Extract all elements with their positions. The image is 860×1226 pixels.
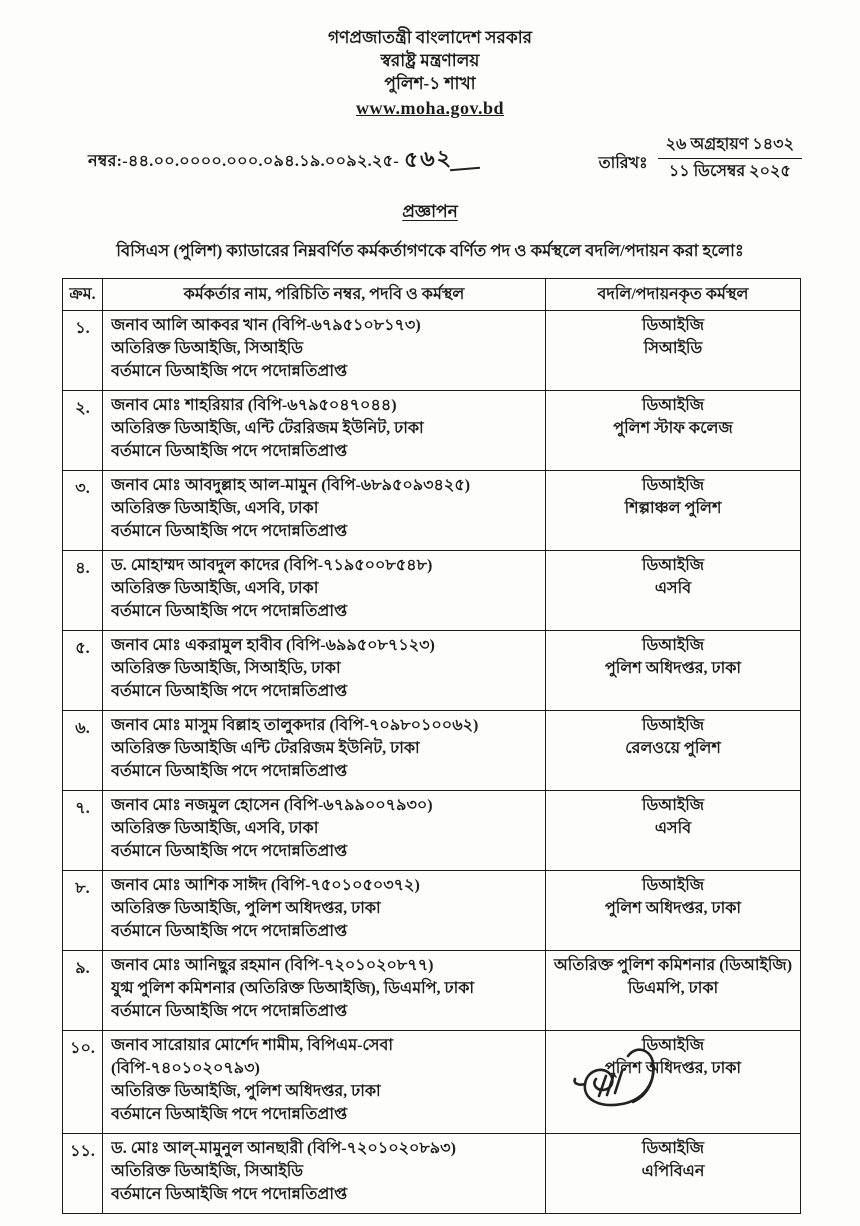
detail-line: জনাব মোঃ আশিক সাঈদ (বিপি-৭৫০১০৫০৩৭২) [111, 877, 420, 894]
posting-cell [546, 711, 801, 791]
detail-line: বর্তমানে ডিআইজি পদে পদোন্নতিপ্রাপ্ত [111, 1106, 348, 1123]
details-cell [103, 711, 546, 791]
posting-line: ডিআইজি [641, 1140, 705, 1157]
detail-line: ড. মোহাম্মদ আবদুল কাদের (বিপি-৭১৯৫০০৮৫৪৮) [111, 557, 433, 574]
posting-cell [546, 871, 801, 951]
detail-line: বর্তমানে ডিআইজি পদে পদোন্নতিপ্রাপ্ত [111, 763, 348, 780]
posting-line: ডিআইজি [641, 797, 705, 814]
header-posting: বদলি/পদায়নকৃত কর্মস্থল [546, 279, 801, 311]
posting-line: রেলওয়ে পুলিশ [625, 740, 721, 757]
intro-text: বিসিএস (পুলিশ) ক্যাডারের নিম্নবর্ণিত কর্মকর্তাগণকে বর্ণিত পদ ও কর্মস্থলে বদলি/পদায়ন করা হলোঃ [116, 241, 744, 260]
details-cell [103, 551, 546, 631]
detail-line: অতিরিক্ত ডিআইজি, সিআইডি [111, 340, 304, 357]
letterhead [0, 0, 860, 120]
details-cell [103, 1134, 546, 1214]
posting-line: অতিরিক্ত পুলিশ কমিশনার (ডিআইজি) [553, 957, 793, 974]
posting-line: ডিআইজি [641, 717, 705, 734]
detail-line: বর্তমানে ডিআইজি পদে পদোন্নতিপ্রাপ্ত [111, 843, 348, 860]
detail-line: অতিরিক্ত ডিআইজি, এসবি, ঢাকা [111, 820, 319, 837]
detail-line: অতিরিক্ত ডিআইজি এন্টি টেররিজম ইউনিট, ঢাকা [111, 740, 420, 757]
detail-line: অতিরিক্ত ডিআইজি, এসবি, ঢাকা [111, 580, 319, 597]
detail-line: অতিরিক্ত ডিআইজি, সিআইডি, ঢাকা [111, 660, 341, 677]
handwritten-underline [450, 167, 480, 172]
detail-line: বর্তমানে ডিআইজি পদে পদোন্নতিপ্রাপ্ত [111, 1003, 348, 1020]
table-row [63, 391, 801, 471]
detail-line: অতিরিক্ত ডিআইজি, পুলিশ অধিদপ্তর, ঢাকা [111, 900, 381, 917]
posting-line: ডিএমপি, ঢাকা [627, 980, 719, 997]
detail-line: জনাব সারোয়ার মোর্শেদ শামীম, বিপিএম-সেবা [111, 1037, 394, 1054]
details-cell [103, 631, 546, 711]
posting-line: ডিআইজি [641, 397, 705, 414]
date-stack [658, 134, 802, 183]
details-cell [103, 951, 546, 1031]
table-body [63, 311, 801, 1214]
detail-line: অতিরিক্ত ডিআইজি, এন্টি টেররিজম ইউনিট, ঢাকা [111, 420, 424, 437]
posting-line: এসবি [654, 580, 692, 597]
detail-line: অতিরিক্ত ডিআইজি, সিআইডি [111, 1163, 304, 1180]
detail-line: অতিরিক্ত ডিআইজি, পুলিশ অধিদপ্তর, ঢাকা [111, 1083, 381, 1100]
signature-scribble [556, 1042, 676, 1122]
memo-number-handwritten: ৫৬২ [403, 144, 454, 173]
serial-cell: ১. [63, 311, 103, 391]
table-row [63, 951, 801, 1031]
details-cell [103, 871, 546, 951]
posting-line: ডিআইজি [641, 877, 705, 894]
memo-line [88, 134, 802, 183]
notification-title: প্রজ্ঞাপন [402, 202, 458, 221]
serial-cell: ২. [63, 391, 103, 471]
posting-cell [546, 951, 801, 1031]
posting-cell [546, 471, 801, 551]
posting-cell [546, 791, 801, 871]
detail-line: (বিপি-৭৪০১০২০৭৯৩) [111, 1060, 260, 1077]
table-row [63, 711, 801, 791]
posting-line: এপিবিএন [641, 1163, 705, 1180]
posting-cell [546, 311, 801, 391]
posting-cell [546, 391, 801, 471]
posting-line: পুলিশ অধিদপ্তর, ঢাকা [604, 660, 742, 677]
detail-line: জনাব মোঃ আবদুল্লাহ আল-মামুন (বিপি-৬৮৯৫০৯৩৪২৫) [111, 477, 471, 494]
details-cell [103, 1031, 546, 1134]
serial-cell: ১০. [63, 1031, 103, 1134]
detail-line: অতিরিক্ত ডিআইজি, এসবি, ঢাকা [111, 500, 319, 517]
table-row [63, 1031, 801, 1134]
table-row [63, 551, 801, 631]
detail-line: বর্তমানে ডিআইজি পদে পদোন্নতিপ্রাপ্ত [111, 443, 348, 460]
date-label: তারিখঃ [598, 155, 648, 172]
memo-number-label: নম্বর:- [88, 153, 128, 170]
detail-line: জনাব মোঃ একরামুল হাবীব (বিপি-৬৯৯৫০৮৭১২৩) [111, 637, 435, 654]
posting-cell [546, 1134, 801, 1214]
serial-cell: ৫. [63, 631, 103, 711]
ministry-name: স্বরাষ্ট্র মন্ত্রণালয় [380, 51, 480, 70]
posting-line: ডিআইজি [641, 1037, 705, 1054]
serial-cell: ৯. [63, 951, 103, 1031]
serial-cell: ১১. [63, 1134, 103, 1214]
detail-line: ড. মোঃ আল্-মামুনুল আনছারী (বিপি-৭২০১০২০৮৯৩) [111, 1140, 456, 1157]
detail-line: যুগ্ম পুলিশ কমিশনার (অতিরিক্ত ডিআইজি), ডিএমপি, ঢাকা [111, 980, 475, 997]
serial-cell: ৬. [63, 711, 103, 791]
posting-line: ডিআইজি [641, 317, 705, 334]
detail-line: জনাব আলি আকবর খান (বিপি-৬৭৯৫১০৮১৭৩) [111, 317, 421, 334]
posting-line: পুলিশ অধিদপ্তর, ঢাকা [604, 900, 742, 917]
serial-cell: ৭. [63, 791, 103, 871]
table-row [63, 1134, 801, 1214]
detail-line: জনাব মোঃ নজমুল হোসেন (বিপি-৬৭৯৯০০৭৯৩০) [111, 797, 433, 814]
website-url: www.moha.gov.bd [355, 98, 505, 118]
details-cell [103, 391, 546, 471]
posting-line: ডিআইজি [641, 557, 705, 574]
serial-cell: ৮. [63, 871, 103, 951]
detail-line: জনাব মোঃ মাসুম বিল্লাহ তালুকদার (বিপি-৭০৯৮০১০০৬২) [111, 717, 479, 734]
detail-line: বর্তমানে ডিআইজি পদে পদোন্নতিপ্রাপ্ত [111, 523, 348, 540]
detail-line: জনাব মোঃ আনিছুর রহমান (বিপি-৭২০১০২০৮৭৭) [111, 957, 434, 974]
details-cell [103, 311, 546, 391]
posting-line: পুলিশ অধিদপ্তর, ঢাকা [604, 1060, 742, 1077]
date-block [599, 134, 802, 183]
memo-number-printed: ৪৪.০০.০০০০.০০০.০৯৪.১৯.০০৯২.২৫- [127, 153, 399, 170]
posting-line: শিল্পাঞ্চল পুলিশ [624, 500, 722, 517]
table-row [63, 471, 801, 551]
detail-line: বর্তমানে ডিআইজি পদে পদোন্নতিপ্রাপ্ত [111, 363, 348, 380]
posting-cell [546, 631, 801, 711]
detail-line: জনাব মোঃ শাহরিয়ার (বিপি-৬৭৯৫০৪৭০৪৪) [111, 397, 397, 414]
posting-cell [546, 551, 801, 631]
posting-line: সিআইডি [643, 340, 703, 357]
details-cell [103, 791, 546, 871]
detail-line: বর্তমানে ডিআইজি পদে পদোন্নতিপ্রাপ্ত [111, 603, 348, 620]
table-row [63, 871, 801, 951]
date-gregorian: ১১ ডিসেম্বর ২০২৫ [668, 163, 791, 180]
posting-line: এসবি [654, 820, 692, 837]
header-officer: কর্মকর্তার নাম, পরিচিতি নম্বর, পদবি ও কর্মস্থল [103, 279, 546, 311]
serial-cell: ৩. [63, 471, 103, 551]
posting-line: ডিআইজি [641, 637, 705, 654]
table-row [63, 631, 801, 711]
transfer-table [62, 278, 801, 1214]
header-serial: ক্রম. [63, 279, 103, 311]
detail-line: বর্তমানে ডিআইজি পদে পদোন্নতিপ্রাপ্ত [111, 1186, 348, 1203]
serial-cell: ৪. [63, 551, 103, 631]
table-header [63, 279, 801, 311]
posting-line: পুলিশ স্টাফ কলেজ [613, 420, 733, 437]
branch-name: পুলিশ-১ শাখা [384, 74, 476, 93]
detail-line: বর্তমানে ডিআইজি পদে পদোন্নতিপ্রাপ্ত [111, 683, 348, 700]
details-cell [103, 471, 546, 551]
detail-line: বর্তমানে ডিআইজি পদে পদোন্নতিপ্রাপ্ত [111, 923, 348, 940]
date-bangla: ২৬ অগ্রহায়ণ ১৪৩২ [658, 134, 802, 159]
table-row [63, 311, 801, 391]
table-row [63, 791, 801, 871]
posting-line: ডিআইজি [641, 477, 705, 494]
government-name: গণপ্রজাতন্ত্রী বাংলাদেশ সরকার [327, 28, 533, 47]
memo-number [88, 134, 480, 179]
